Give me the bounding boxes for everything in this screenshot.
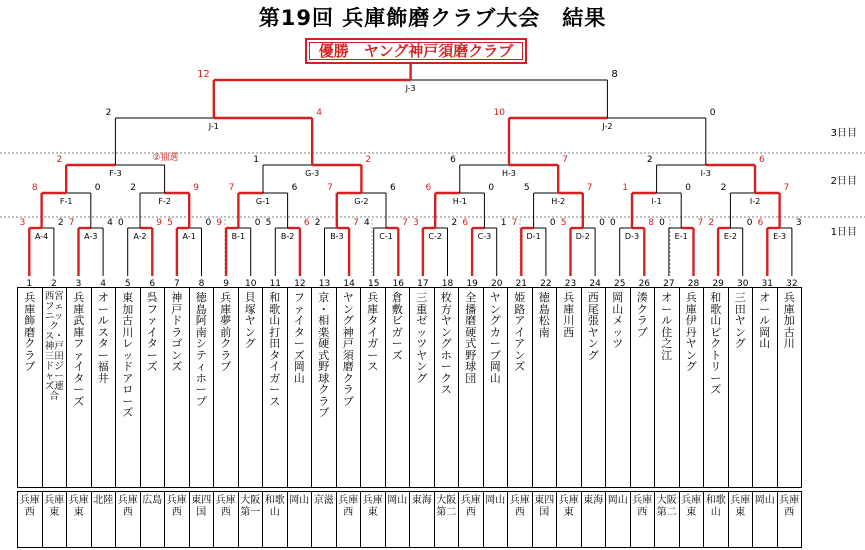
team-row [18,288,802,488]
region-cell [704,492,729,548]
team-cell [606,288,631,488]
seed-number: 9 [223,279,229,289]
team-name: オールスター福井 [97,291,109,385]
score-right: 7 [402,218,409,228]
region-cell [140,492,165,548]
champion-banner: 優勝 ヤング神戸須磨クラブ [305,38,527,64]
score-left: 2 [105,108,112,118]
score-right: 0 [254,218,261,228]
team-cell [434,288,459,488]
seed-number: 29 [712,279,724,289]
region-name: 兵庫西 [117,495,138,518]
region-name: 兵庫西 [632,495,653,518]
score-left: 2 [646,155,653,165]
team-name: 兵庫川西 [563,291,575,339]
region-cell [606,492,631,548]
team-cell [263,288,288,488]
region-cell [557,492,582,548]
score-left: 7 [511,218,518,228]
score-left: 5 [523,183,530,193]
score-right: 7 [783,183,790,193]
region-cell [312,492,337,548]
score-left: 2 [708,218,715,228]
region-cell [508,492,533,548]
team-cell [679,288,704,488]
match-label: A-4 [34,232,49,241]
team-cell [385,288,410,488]
team-name: 和歌山打田タイガース [269,291,281,408]
team-name: 和歌山ビクトリーズ [710,291,722,397]
region-name: 北陸 [93,495,114,506]
team-name: 貝塚ヤング [244,291,256,351]
match-label: E-2 [723,232,737,241]
match-label: I-3 [700,169,711,178]
seed-number: 1 [26,279,33,289]
team-cell [214,288,239,488]
region-cell [67,492,92,548]
seed-number: 4 [100,279,106,289]
team-cell [116,288,141,488]
region-cell [214,492,239,548]
match-label: A-3 [84,232,98,241]
seed-number: 16 [392,279,405,289]
score-left: 0 [609,218,616,228]
score-left: 9 [216,218,223,228]
team-name: オール岡山 [759,291,771,351]
seed-number: 6 [149,279,156,289]
team-cell [483,288,508,488]
score-right: 6 [759,155,765,165]
team-cell [42,288,67,488]
match-label: E-3 [773,232,787,241]
region-cell [263,492,288,548]
team-cell [361,288,386,488]
score-left: 6 [450,155,456,165]
region-cell [410,492,435,548]
match-label: A-1 [182,232,196,241]
score-left: 7 [68,218,75,228]
score-left: 6 [425,183,432,193]
team-cell [753,288,778,488]
score-left: 8 [31,183,38,193]
round-label-day1: 1日目 [830,227,857,238]
score-left: 1 [253,155,259,165]
region-name: 兵庫東 [681,495,702,518]
team-cell [91,288,116,488]
match-label: B-1 [231,232,246,241]
score-left: 12 [197,69,210,80]
seed-number: 3 [75,279,82,289]
match-label: J-3 [405,84,416,93]
score-left: 2 [130,183,136,193]
match-label: H-2 [551,197,566,206]
score-right: 9 [193,183,199,193]
region-cell [238,492,263,548]
seed-number: 24 [589,279,601,289]
team-cell [336,288,361,488]
team-cell [655,288,680,488]
team-cell [704,288,729,488]
team-name: 徳島松南 [538,291,550,339]
match-label: G-2 [354,197,369,206]
region-name: 東四国 [534,495,555,518]
match-label: A-2 [133,232,147,241]
region-cell [91,492,116,548]
seed-number: 17 [417,279,429,289]
score-left: 5 [167,218,173,228]
seed-number: 28 [687,279,700,289]
team-name: 神戸ドラゴンズ [171,291,183,374]
region-name: 兵庫東 [68,495,89,518]
seed-number: 21 [515,279,528,289]
team-cell [777,288,802,488]
match-label: F-1 [59,197,73,206]
score-right: 6 [303,218,310,228]
region-cell [459,492,484,548]
team-name: 兵庫飾磨クラブ [24,291,36,374]
match-label: J-2 [602,122,613,131]
region-cell [777,492,802,548]
score-left: 5 [560,218,567,228]
team-name: 倉敷ビガーズ [391,291,403,362]
score-right: 2 [451,218,458,228]
team-cell [165,288,190,488]
region-cell [753,492,778,548]
seed-number: 26 [638,279,651,289]
score-right: 9 [156,218,163,228]
seed-number: 7 [174,279,180,289]
region-table [17,491,802,548]
team-cell [728,288,753,488]
region-name: 兵庫東 [558,495,579,518]
region-name: 兵庫西 [460,495,481,518]
region-name: 広島 [142,495,163,506]
region-name: 大阪第二 [436,495,457,518]
team-cell [557,288,582,488]
region-cell [116,492,141,548]
match-label: C-1 [379,232,393,241]
score-right: 0 [685,183,691,193]
score-left: 2 [314,218,321,228]
seed-number: 8 [198,279,205,289]
team-name: ファイターズ岡山 [293,291,305,385]
seed-number: 32 [786,279,798,289]
seed-number: 15 [367,279,380,289]
match-label: I-2 [749,197,761,206]
score-left: 7 [228,183,235,193]
match-label: E-1 [674,232,688,241]
score-right: 2 [57,218,64,228]
region-cell [287,492,312,548]
region-cell [679,492,704,548]
score-left: 3 [413,218,419,228]
seed-number: 13 [318,279,331,289]
score-left: 2 [720,183,727,193]
team-name: 東加古川レッドアローズ [122,291,134,420]
score-left: 0 [117,218,124,228]
region-cell [434,492,459,548]
match-label: F-2 [158,197,171,206]
score-right: 3 [795,218,802,228]
score-right: 7 [586,183,593,193]
region-name: 兵庫西 [215,495,236,518]
team-cell [532,288,557,488]
seed-number: 22 [540,279,552,289]
score-right: 0 [746,218,753,228]
team-name: 西尾張ヤング [587,291,599,362]
region-name: 兵庫東 [730,495,751,518]
team-name: 兵庫夢前クラブ [220,291,232,374]
seed-number: 10 [244,279,257,289]
score-right: 0 [599,218,605,228]
match-label: B-3 [330,232,344,241]
region-cell [361,492,386,548]
match-label: D-2 [575,232,590,241]
region-cell [728,492,753,548]
region-cell [42,492,67,548]
seed-number: 11 [269,279,282,289]
region-name: 和歌山 [705,495,726,518]
region-name: 岡山 [485,495,506,506]
score-right: 6 [390,183,396,193]
team-name: 岡山メッツ [612,291,624,351]
region-cell [655,492,680,548]
seed-number: 19 [466,279,478,289]
region-cell [532,492,557,548]
region-name: 岡山 [289,495,310,506]
score-right: 0 [709,108,716,118]
region-name: 大阪第一 [240,495,261,518]
team-name: ヤングカーブ岡山 [489,291,501,385]
seed-number: 23 [564,279,577,289]
lottery-note: ②抽選 [152,153,179,163]
team-cell [189,288,214,488]
region-cell [483,492,508,548]
team-name: 三田ヤング [734,291,746,351]
score-right: 4 [107,218,113,228]
region-name: 岡山 [387,495,408,506]
team-cell [140,288,165,488]
region-name: 兵庫西 [166,495,187,518]
region-cell [189,492,214,548]
region-name: 東海 [411,495,432,506]
region-name: 東四国 [191,495,212,518]
match-label: F-3 [109,169,122,178]
team-cell [312,288,337,488]
score-right: 0 [488,183,495,193]
score-right: 7 [562,155,568,165]
region-name: 兵庫東 [362,495,383,518]
region-cell [336,492,361,548]
match-label: D-3 [624,232,640,241]
team-cell [459,288,484,488]
match-label: B-2 [280,232,295,241]
match-label: H-1 [452,197,467,206]
seed-number: 31 [761,279,774,289]
score-right: 8 [648,218,655,228]
seed-number: 27 [663,279,675,289]
seed-number: 25 [613,279,626,289]
team-cell [67,288,92,488]
seed-number: 2 [51,279,57,289]
score-left: 10 [493,108,505,118]
seed-number: 20 [490,279,503,289]
team-name: 兵庫タイガース [367,291,379,374]
score-right: 8 [611,69,618,80]
team-name: ヤング神戸須磨クラブ [342,291,354,408]
team-name: 三重ゼッツヤング [416,291,428,385]
score-right: 0 [94,183,101,193]
score-right: 0 [549,218,556,228]
team-table [17,287,802,488]
match-label: C-3 [477,232,492,241]
team-name: 徳島阿南シティホープ [195,291,207,408]
score-right: 7 [697,218,704,228]
score-right: 1 [500,218,507,228]
score-left: 6 [757,218,764,228]
team-name: 全播磨硬式野球団 [465,291,477,385]
team-cell [18,288,43,488]
score-left: 4 [363,218,370,228]
team-name: 姫路アイアンズ [514,291,526,374]
team-name: 京・相楽硬式野球クラブ [318,291,330,420]
score-right: 6 [291,183,298,193]
team-name: オール住之江 [661,291,673,362]
region-name: 京滋 [313,495,334,506]
team-cell [508,288,533,488]
score-right: 2 [365,155,372,165]
match-label: I-1 [651,197,662,206]
region-cell [18,492,43,548]
team-name: 枚方ヤングホークス [440,291,452,397]
region-name: 大阪第二 [656,495,677,518]
region-name: 東海 [583,495,604,506]
region-name: 兵庫東 [44,495,65,518]
seed-number: 30 [736,279,749,289]
team-cell [287,288,312,488]
region-row [18,492,802,548]
team-cell [410,288,435,488]
team-name: 西宮フェニックス・神戸三田ドジャーズ連合 [44,291,64,402]
score-left: 7 [327,183,333,193]
region-name: 岡山 [607,495,628,506]
region-name: 兵庫西 [509,495,530,518]
match-label: H-3 [502,169,516,178]
score-left: 3 [19,218,26,228]
match-label: C-2 [428,232,442,241]
team-name: 呉ファイターズ [146,291,158,374]
region-cell [581,492,606,548]
team-name: 兵庫伊丹ヤング [685,291,697,374]
team-name: 兵庫武庫ファイターズ [73,291,85,408]
match-label: G-3 [305,169,320,178]
region-name: 兵庫西 [338,495,359,518]
score-left: 1 [622,183,628,193]
score-right: 7 [353,218,359,228]
match-label: J-1 [208,122,219,131]
match-label: G-1 [255,197,271,206]
score-left: 6 [462,218,469,228]
match-label: D-1 [526,232,541,241]
team-name: 兵庫加古川 [783,291,795,351]
seed-number: 5 [124,279,131,289]
region-cell [165,492,190,548]
region-cell [630,492,655,548]
team-cell [630,288,655,488]
score-left: 2 [56,155,63,165]
team-cell [238,288,263,488]
region-name: 兵庫西 [19,495,40,518]
score-left: 5 [265,218,272,228]
team-cell [581,288,606,488]
round-label-day2: 2日目 [830,176,857,187]
seed-number: 14 [343,279,355,289]
page-title: 第19回 兵庫飾磨クラブ大会 結果 [258,6,607,30]
region-name: 和歌山 [264,495,285,518]
score-right: 0 [205,218,212,228]
score-left: 0 [659,218,665,228]
round-label-day3: 3日目 [830,128,857,139]
seed-number: 12 [294,279,306,289]
team-name: 湊クラブ [636,291,648,339]
region-name: 岡山 [754,495,775,506]
region-cell [385,492,410,548]
seed-number: 18 [441,279,454,289]
score-right: 4 [316,108,322,118]
region-name: 兵庫西 [779,495,800,518]
